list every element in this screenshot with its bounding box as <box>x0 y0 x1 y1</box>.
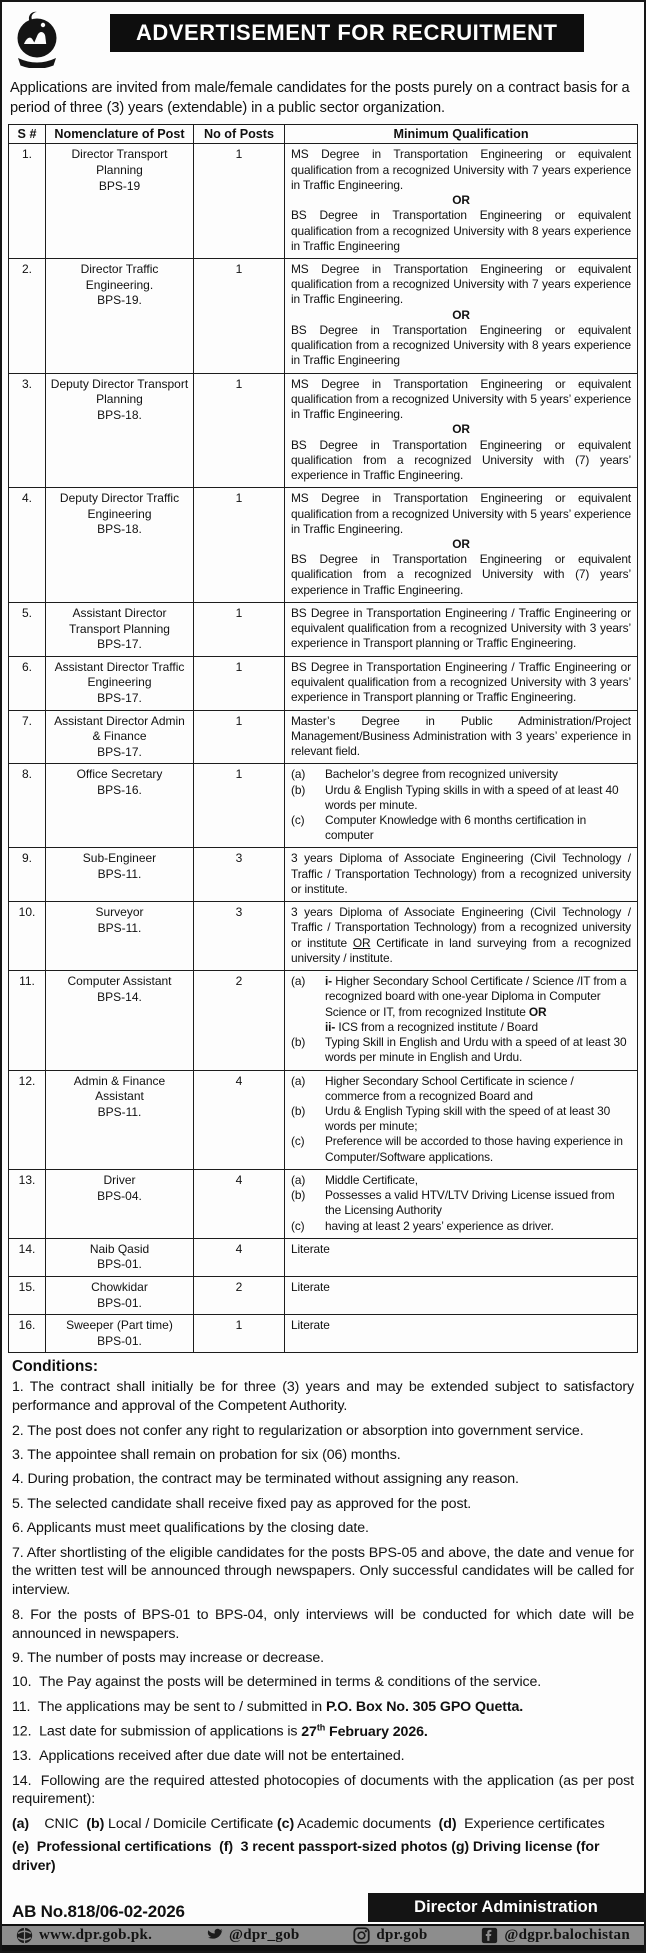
qualification-item-text: Typing Skill in English and Urdu with a speed of at least 30 words per minute in English and Urdu. <box>325 1035 631 1065</box>
cell-serial: 16. <box>9 1315 46 1353</box>
cell-serial: 4. <box>9 488 46 603</box>
social-handle-label: www.dpr.gob.pk. <box>39 1927 152 1944</box>
conditions-list <box>12 1378 634 1809</box>
cell-qualification <box>285 1070 638 1169</box>
conditions-section <box>8 1353 638 1883</box>
post-grade: BPS-01. <box>50 1296 189 1312</box>
advertisement-title-banner <box>110 14 584 52</box>
cell-post-count: 1 <box>194 764 285 848</box>
table-row <box>9 656 638 710</box>
qualification-paragraph: Literate <box>291 1318 631 1333</box>
cell-qualification <box>285 710 638 764</box>
condition-item: 11. The applications may be sent to / submitted in P.O. Box No. 305 GPO Quetta. <box>12 1698 634 1717</box>
table-row <box>9 848 638 902</box>
recruitment-table <box>8 124 638 1353</box>
cell-serial: 14. <box>9 1238 46 1276</box>
qualification-item-text: having at least 2 years’ experience as driver. <box>325 1219 631 1234</box>
post-grade: BPS-17. <box>50 691 189 707</box>
post-grade: BPS-11. <box>50 1105 189 1121</box>
cell-qualification <box>285 1277 638 1315</box>
globe-icon <box>16 1927 33 1944</box>
post-grade: BPS-17. <box>50 745 189 761</box>
table-row <box>9 488 638 603</box>
condition-item: 13. Applications received after due date will not be entertained. <box>12 1747 634 1766</box>
post-name: Director Transport Planning <box>50 147 189 178</box>
qualification-paragraph: BS Degree in Transportation Engineering or equivalent qualification from a recognized University with 8 years experience in Traffic Engineering <box>291 323 631 369</box>
table-row <box>9 1238 638 1276</box>
cell-serial: 11. <box>9 971 46 1070</box>
cell-serial: 5. <box>9 602 46 656</box>
masthead <box>8 6 638 75</box>
post-name: Deputy Director Transport Planning <box>50 377 189 408</box>
cell-post-name <box>46 848 194 902</box>
table-row <box>9 1277 638 1315</box>
qualification-item <box>291 1104 631 1134</box>
post-grade: BPS-18. <box>50 522 189 538</box>
qualification-item-text: Possesses a valid HTV/LTV Driving License issued from the Licensing Authority <box>325 1188 631 1218</box>
table-row <box>9 1315 638 1353</box>
col-header-sno: S # <box>9 125 46 144</box>
condition-item: 10. The Pay against the posts will be determined in terms & conditions of the service. <box>12 1673 634 1692</box>
col-header-post: Nomenclature of Post <box>46 125 194 144</box>
cell-post-name <box>46 656 194 710</box>
qualification-item <box>291 974 631 1020</box>
cell-post-name <box>46 971 194 1070</box>
cell-post-count: 1 <box>194 1315 285 1353</box>
twitter-icon <box>206 1927 223 1944</box>
qualification-paragraph: Literate <box>291 1280 631 1295</box>
qualification-item <box>291 767 631 782</box>
cell-qualification <box>285 373 638 488</box>
cell-post-count: 1 <box>194 656 285 710</box>
cell-post-name <box>46 710 194 764</box>
qualification-paragraph: 3 years Diploma of Associate Engineering (Civil Technology / Traffic / Transportation Technology) from a recognized university or institute OR Certificate in land surveying from a recognized university / institute. <box>291 905 631 966</box>
qualification-item <box>291 783 631 813</box>
cell-serial: 12. <box>9 1070 46 1169</box>
qualification-item-text: Urdu & English Typing skill with the speed of at least 30 words per minute; <box>325 1104 631 1134</box>
cell-post-count: 1 <box>194 144 285 259</box>
qualification-paragraph: MS Degree in Transportation Engineering or equivalent qualification from a recognized University with 5 years’ experience in Traffic Engineering. <box>291 491 631 537</box>
cell-serial: 7. <box>9 710 46 764</box>
post-grade: BPS-18. <box>50 408 189 424</box>
post-name: Assistant Director Traffic Engineering <box>50 660 189 691</box>
cell-post-name <box>46 488 194 603</box>
cell-post-count: 2 <box>194 971 285 1070</box>
qualification-item-label <box>291 1020 325 1035</box>
condition-item: 12. Last date for submission of applications is 27th February 2026. <box>12 1722 634 1742</box>
qualification-item-label: (b) <box>291 1035 325 1065</box>
col-header-count: No of Posts <box>194 125 285 144</box>
table-header-row <box>9 125 638 144</box>
cell-qualification <box>285 1169 638 1238</box>
cell-qualification <box>285 259 638 374</box>
qualification-paragraph: BS Degree in Transportation Engineering / Traffic Engineering or equivalent qualification from a recognized University with 3 years’ experience in Transport planning or Traffic Engineering. <box>291 606 631 652</box>
cell-post-count: 4 <box>194 1238 285 1276</box>
table-row <box>9 602 638 656</box>
cell-serial: 15. <box>9 1277 46 1315</box>
qualification-or-separator: OR <box>291 308 631 323</box>
post-grade: BPS-11. <box>50 867 189 883</box>
social-handle-label: dpr.gob <box>376 1927 427 1944</box>
cell-post-name <box>46 1070 194 1169</box>
qualification-item-label: (a) <box>291 1074 325 1104</box>
government-emblem-icon <box>12 10 62 73</box>
cell-qualification <box>285 764 638 848</box>
qualification-paragraph: Master’s Degree in Public Administration/Project Management/Business Administration with 3 years’ experience in relevant field. <box>291 714 631 760</box>
cell-qualification <box>285 1315 638 1353</box>
post-grade: BPS-01. <box>50 1334 189 1350</box>
condition-item: 7. After shortlisting of the eligible candidates for the posts BPS-05 and above, the date and venue for the written test will be announced through newspapers. Only successful candidates will be called for interview. <box>12 1544 634 1601</box>
post-name: Driver <box>50 1173 189 1189</box>
qualification-item <box>291 1188 631 1218</box>
post-grade: BPS-14. <box>50 990 189 1006</box>
qualification-paragraph: MS Degree in Transportation Engineering or equivalent qualification from a recognized University with 7 years experience in Traffic Engineering. <box>291 147 631 193</box>
document-requirement-line: (a) CNIC (b) Local / Domicile Certificate (c) Academic documents (d) Experience certificates <box>12 1815 634 1834</box>
qualification-item-label: (b) <box>291 1188 325 1218</box>
col-header-qualification: Minimum Qualification <box>285 125 638 144</box>
qualification-item-label: (c) <box>291 1219 325 1234</box>
table-row <box>9 144 638 259</box>
qualification-item <box>291 1173 631 1188</box>
condition-item: 9. The number of posts may increase or decrease. <box>12 1649 634 1668</box>
footer-row <box>8 1883 638 1924</box>
condition-item: 3. The appointee shall remain on probation for six (06) months. <box>12 1446 634 1465</box>
cell-serial: 6. <box>9 656 46 710</box>
cell-post-name <box>46 1169 194 1238</box>
condition-item: 4. During probation, the contract may be terminated without assigning any reason. <box>12 1470 634 1489</box>
table-row <box>9 259 638 374</box>
qualification-item <box>291 1134 631 1164</box>
cell-serial: 1. <box>9 144 46 259</box>
table-row <box>9 764 638 848</box>
cell-post-count: 4 <box>194 1169 285 1238</box>
qualification-item-text: Bachelor’s degree from recognized university <box>325 767 631 782</box>
director-administration-box <box>368 1893 644 1922</box>
post-name: Assistant Director Transport Planning <box>50 606 189 637</box>
qualification-item <box>291 813 631 843</box>
cell-post-count: 1 <box>194 488 285 603</box>
post-name: Director Traffic Engineering. <box>50 262 189 293</box>
cell-post-name <box>46 1277 194 1315</box>
ab-number: AB No.818/06-02-2026 <box>12 1902 185 1922</box>
instagram-icon <box>353 1927 370 1944</box>
cell-serial: 9. <box>9 848 46 902</box>
table-row <box>9 902 638 971</box>
post-grade: BPS-19. <box>50 293 189 309</box>
cell-post-name <box>46 902 194 971</box>
qualification-item-label: (b) <box>291 783 325 813</box>
cell-serial: 8. <box>9 764 46 848</box>
cell-qualification <box>285 971 638 1070</box>
page-title: ADVERTISEMENT FOR RECRUITMENT <box>136 20 558 45</box>
director-administration-label: Director Administration <box>414 1898 598 1916</box>
qualification-paragraph: 3 years Diploma of Associate Engineering (Civil Technology / Traffic / Transportation Technology) from a recognized university or institute. <box>291 851 631 897</box>
qualification-item-label: (c) <box>291 813 325 843</box>
cell-post-name <box>46 1315 194 1353</box>
qualification-paragraph: BS Degree in Transportation Engineering or equivalent qualification from a recognized University with 8 years experience in Traffic Engineering <box>291 208 631 254</box>
cell-qualification <box>285 602 638 656</box>
cell-serial: 10. <box>9 902 46 971</box>
post-grade: BPS-01. <box>50 1257 189 1273</box>
condition-item: 1. The contract shall initially be for three (3) years and may be extended subject to satisfactory performance and approval of the Competent Authority. <box>12 1378 634 1416</box>
qualification-item-text: Higher Secondary School Certificate in science / commerce from a recognized Board and <box>325 1074 631 1104</box>
table-row <box>9 971 638 1070</box>
qualification-item <box>291 1035 631 1065</box>
cell-post-count: 1 <box>194 710 285 764</box>
document-requirement-line: (e) Professional certifications (f) 3 recent passport-sized photos (g) Driving license (for driver) <box>12 1838 634 1876</box>
qualification-item-text: Computer Knowledge with 6 months certification in computer <box>325 813 631 843</box>
qualification-item-text: i- Higher Secondary School Certificate / Science /IT from a recognized board with one-year Diploma in Computer Science or IT, from recognized Institute OR <box>325 974 631 1020</box>
cell-post-count: 1 <box>194 373 285 488</box>
post-grade: BPS-11. <box>50 921 189 937</box>
social-item <box>206 1927 300 1944</box>
qualification-or-separator: OR <box>291 193 631 208</box>
cell-qualification <box>285 488 638 603</box>
qualification-paragraph: BS Degree in Transportation Engineering or equivalent qualification from a recognized University with (7) years’ experience in Traffic Engineering. <box>291 438 631 484</box>
post-grade: BPS-17. <box>50 637 189 653</box>
post-grade: BPS-19 <box>50 179 189 195</box>
qualification-item-label: (b) <box>291 1104 325 1134</box>
table-row <box>9 710 638 764</box>
qualification-paragraph: Literate <box>291 1242 631 1257</box>
qualification-item <box>291 1020 631 1035</box>
condition-item: 8. For the posts of BPS-01 to BPS-04, only interviews will be conducted for which date will be announced in newspapers. <box>12 1606 634 1644</box>
qualification-item-text: ii- ICS from a recognized institute / Board <box>325 1020 631 1035</box>
advertisement-content <box>2 2 644 1924</box>
cell-post-count: 3 <box>194 848 285 902</box>
cell-post-name <box>46 602 194 656</box>
post-name: Office Secretary <box>50 767 189 783</box>
condition-item: 2. The post does not confer any right to regularization or absorption into government service. <box>12 1422 634 1441</box>
table-row <box>9 1070 638 1169</box>
social-item <box>481 1927 630 1944</box>
qualification-paragraph: MS Degree in Transportation Engineering or equivalent qualification from a recognized University with 5 years’ experience in Traffic Engineering. <box>291 377 631 423</box>
condition-item: 5. The selected candidate shall receive fixed pay as approved for the post. <box>12 1495 634 1514</box>
condition-item: 14. Following are the required attested photocopies of documents with the application (as per post requirement): <box>12 1772 634 1810</box>
cell-post-count: 1 <box>194 602 285 656</box>
post-grade: BPS-04. <box>50 1189 189 1205</box>
qualification-item <box>291 1074 631 1104</box>
cell-post-count: 1 <box>194 259 285 374</box>
cell-post-name <box>46 1238 194 1276</box>
post-name: Chowkidar <box>50 1280 189 1296</box>
cell-post-count: 3 <box>194 902 285 971</box>
post-name: Naib Qasid <box>50 1242 189 1258</box>
facebook-icon <box>481 1927 498 1944</box>
qualification-item <box>291 1219 631 1234</box>
cell-post-name <box>46 144 194 259</box>
post-name: Admin & Finance Assistant <box>50 1074 189 1105</box>
cell-post-name <box>46 764 194 848</box>
post-name: Sub-Engineer <box>50 851 189 867</box>
post-name: Computer Assistant <box>50 974 189 990</box>
qualification-item-text: Urdu & English Typing skills in with a speed of at least 40 words per minute. <box>325 783 631 813</box>
conditions-heading: Conditions: <box>12 1358 634 1376</box>
qualification-or-separator: OR <box>291 422 631 437</box>
table-row <box>9 373 638 488</box>
social-bar <box>2 1924 644 1951</box>
post-name: Surveyor <box>50 905 189 921</box>
social-handle-label: @dpr_gob <box>229 1927 300 1944</box>
qualification-item-text: Preference will be accorded to those having experience in Computer/Software applications. <box>325 1134 631 1164</box>
cell-serial: 2. <box>9 259 46 374</box>
qualification-paragraph: BS Degree in Transportation Engineering or equivalent qualification from a recognized University with (7) years’ experience in Traffic Engineering. <box>291 552 631 598</box>
qualification-item-label: (a) <box>291 767 325 782</box>
cell-qualification <box>285 144 638 259</box>
post-name: Sweeper (Part time) <box>50 1318 189 1334</box>
post-grade: BPS-16. <box>50 783 189 799</box>
post-name: Deputy Director Traffic Engineering <box>50 491 189 522</box>
qualification-paragraph: BS Degree in Transportation Engineering / Traffic Engineering or equivalent qualification from a recognized University with 3 years’ experience in Transport planning or Traffic Engineering. <box>291 660 631 706</box>
cell-post-count: 4 <box>194 1070 285 1169</box>
cell-qualification <box>285 656 638 710</box>
table-row <box>9 1169 638 1238</box>
cell-qualification <box>285 902 638 971</box>
qualification-item-label: (c) <box>291 1134 325 1164</box>
qualification-item-label: (a) <box>291 1173 325 1188</box>
cell-qualification <box>285 1238 638 1276</box>
post-name: Assistant Director Admin & Finance <box>50 714 189 745</box>
recruitment-table-body <box>9 144 638 1353</box>
cell-qualification <box>285 848 638 902</box>
cell-post-count: 2 <box>194 1277 285 1315</box>
qualification-item-text: Middle Certificate, <box>325 1173 631 1188</box>
cell-serial: 13. <box>9 1169 46 1238</box>
cell-post-name <box>46 259 194 374</box>
qualification-paragraph: MS Degree in Transportation Engineering or equivalent qualification from a recognized University with 7 years experience in Traffic Engineering. <box>291 262 631 308</box>
qualification-or-separator: OR <box>291 537 631 552</box>
social-handle-label: @dgpr.balochistan <box>504 1927 630 1944</box>
cell-post-name <box>46 373 194 488</box>
qualification-item-label: (a) <box>291 974 325 1020</box>
social-item <box>16 1927 152 1944</box>
cell-serial: 3. <box>9 373 46 488</box>
social-item <box>353 1927 427 1944</box>
documents-list <box>12 1815 634 1876</box>
intro-paragraph: Applications are invited from male/female candidates for the posts purely on a contract basis for a period of three (3) years (extendable) in a public sector organization. <box>8 75 638 124</box>
condition-item: 6. Applicants must meet qualifications by the closing date. <box>12 1519 634 1538</box>
